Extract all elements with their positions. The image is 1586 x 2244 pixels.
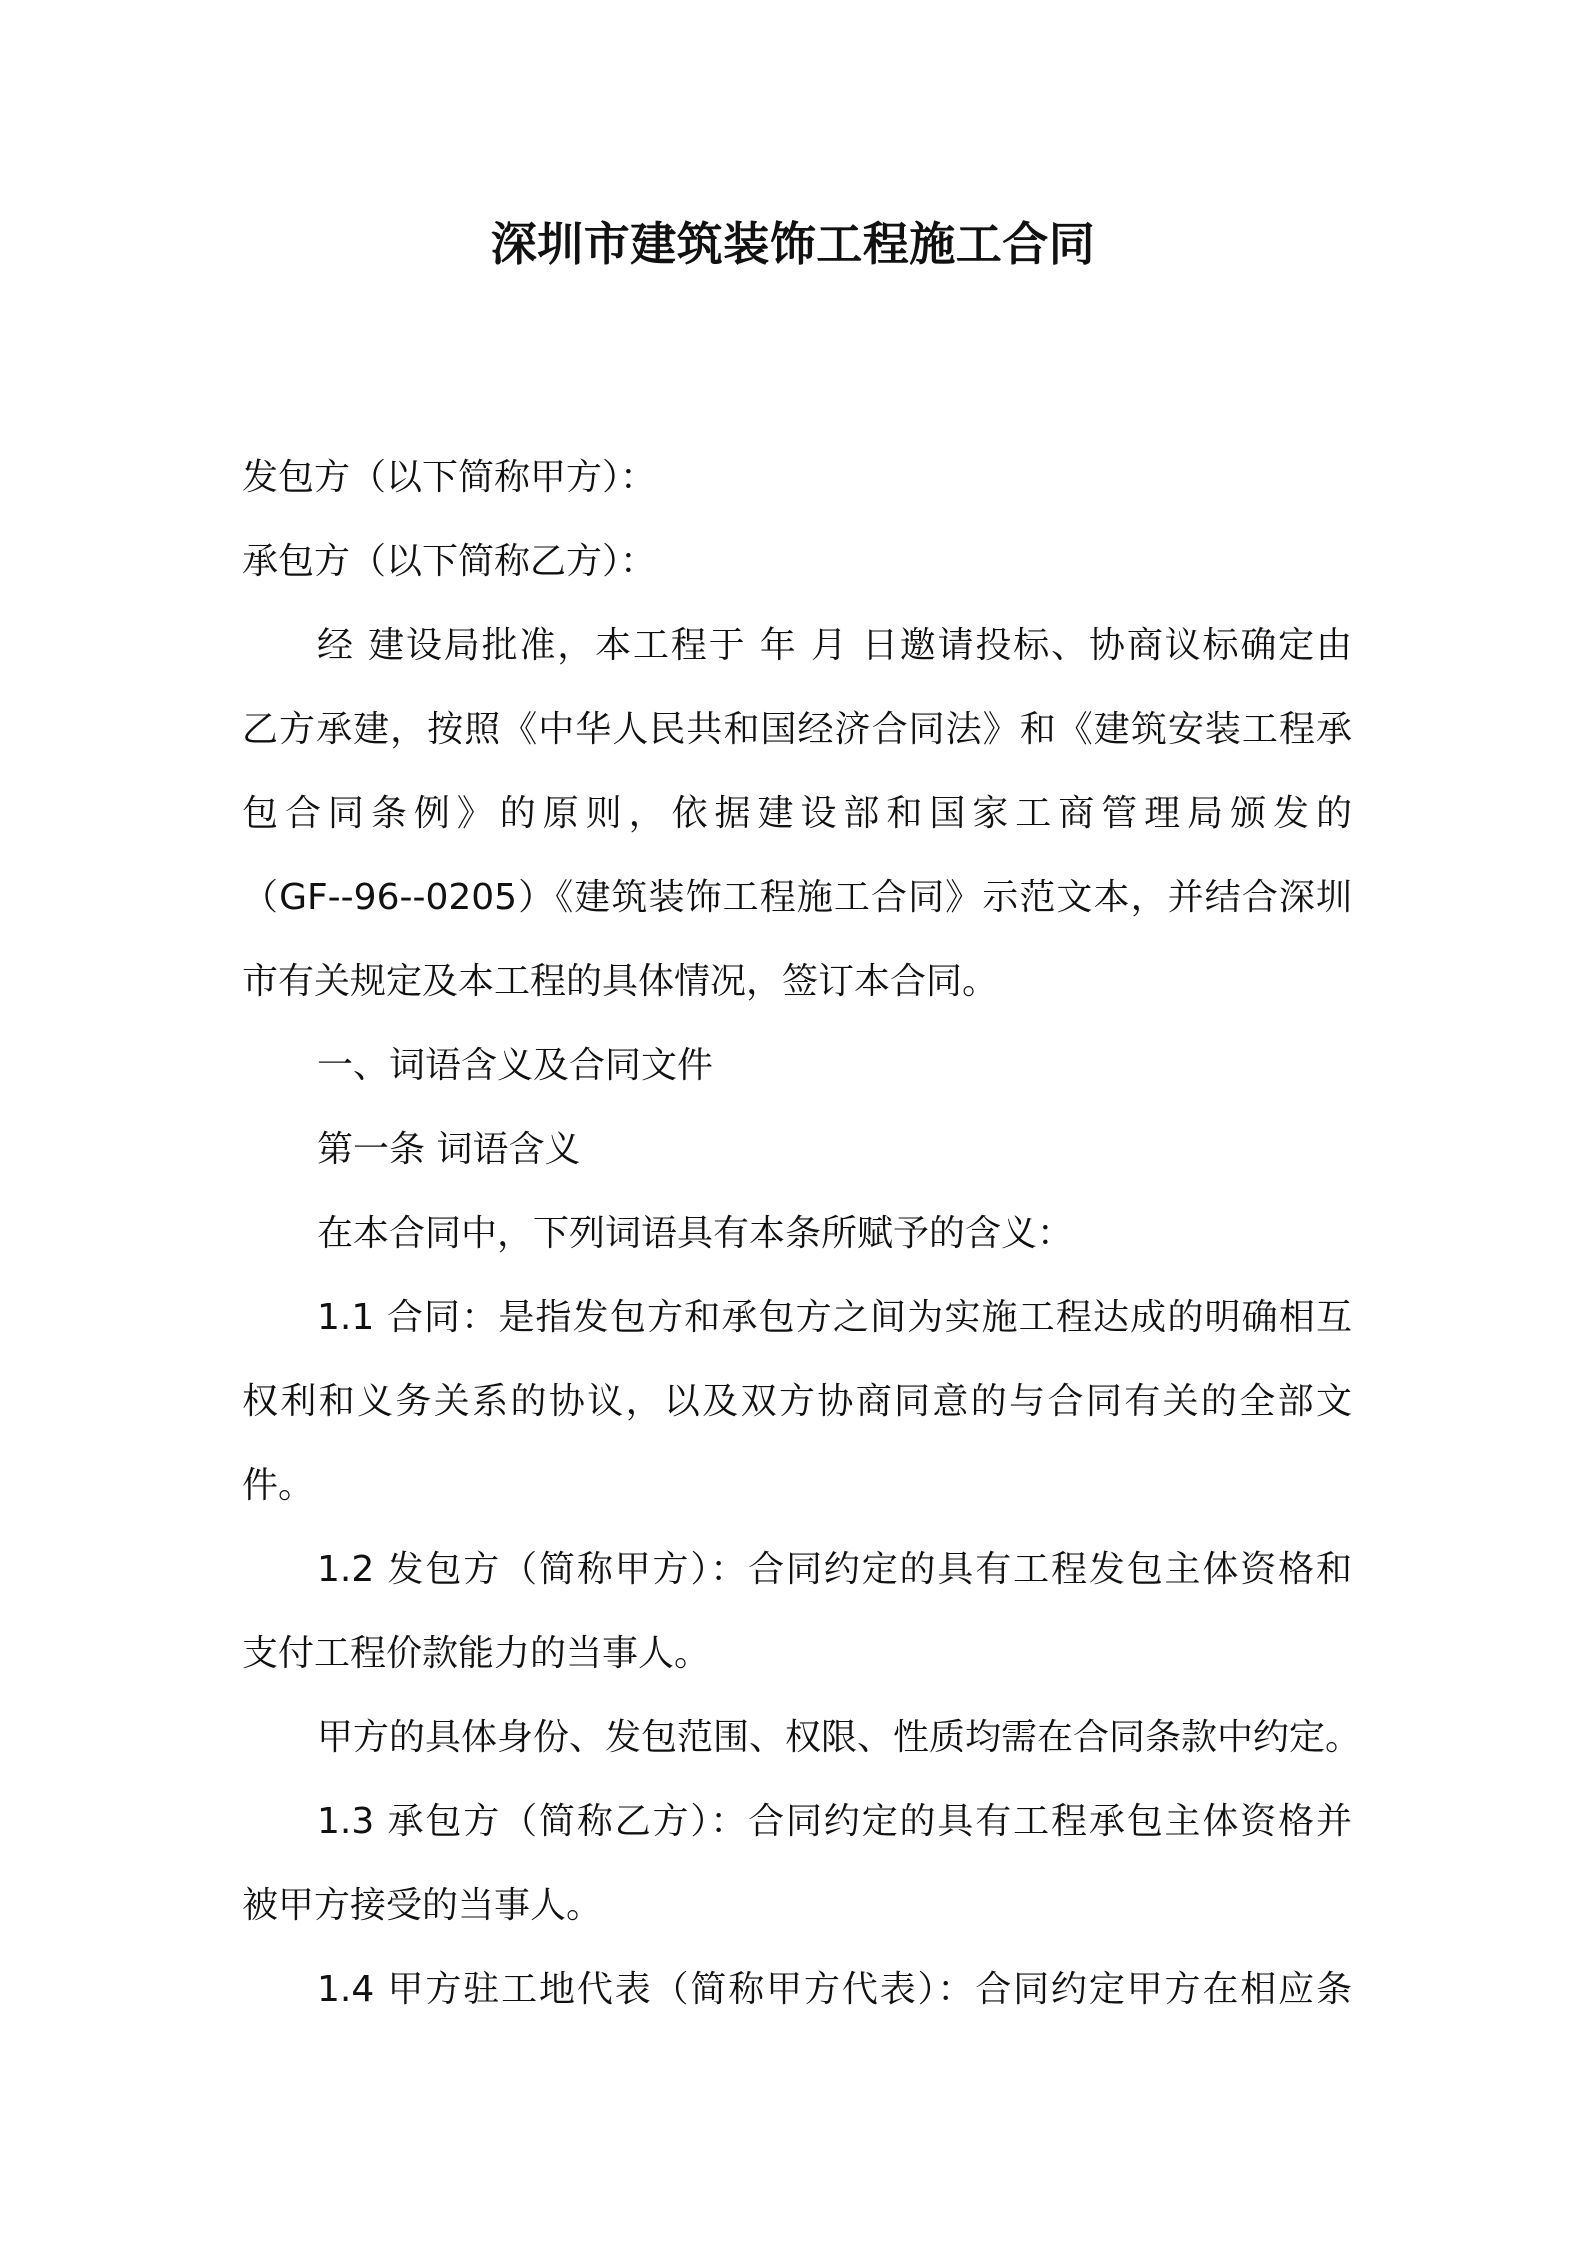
paragraph-line: 市有关规定及本工程的具体情况，签订本合同。 [242,961,999,1002]
party-a-line: 发包方（以下简称甲方）： [242,457,657,498]
clause-line: 权利和义务关系的协议，以及双方协商同意的与合同有关的全部文 [242,1381,1352,1422]
page-title: 深圳市建筑装饰工程施工合同 [490,217,1096,271]
paragraph-line: 乙方承建，按照《中华人民共和国经济合同法》和《建筑安装工程承 [242,709,1352,750]
paragraph-line: （GF--96--0205）《建筑装饰工程施工合同》示范文本，并结合深圳 [242,877,1352,918]
paragraph-line: 甲方的具体身份、发包范围、权限、性质均需在合同条款中约定。 [317,1717,1362,1758]
article-heading: 第一条 词语含义 [317,1129,581,1170]
paragraph-line: 包合同条例》的原则，依据建设部和国家工商管理局颁发的 [242,793,1352,834]
clause-line: 1.2 发包方（简称甲方）：合同约定的具有工程发包主体资格和 [317,1549,1352,1590]
clause-line: 1.3 承包方（简称乙方）：合同约定的具有工程承包主体资格并 [317,1801,1352,1842]
clause-line: 支付工程价款能力的当事人。 [242,1633,711,1674]
party-b-line: 承包方（以下简称乙方）： [242,541,657,582]
section-heading: 一、词语含义及合同文件 [317,1045,714,1086]
clause-line: 件。 [242,1465,315,1506]
clause-line: 1.4 甲方驻工地代表（简称甲方代表）：合同约定甲方在相应条 [317,1969,1352,2010]
paragraph-line: 经 建设局批准，本工程于 年 月 日邀请投标、协商议标确定由 [317,625,1352,666]
paragraph-line: 在本合同中，下列词语具有本条所赋予的含义： [317,1213,1074,1254]
clause-line: 1.1 合同：是指发包方和承包方之间为实施工程达成的明确相互 [317,1297,1352,1338]
clause-line: 被甲方接受的当事人。 [242,1885,603,1926]
